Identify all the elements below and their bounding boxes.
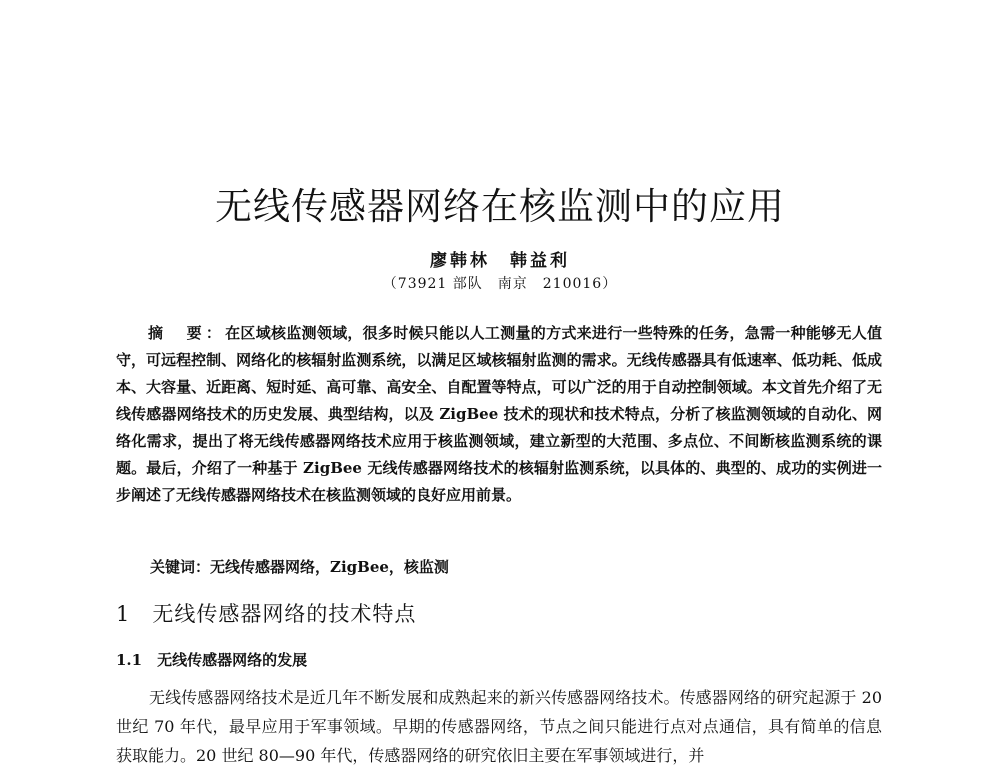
keywords-line xyxy=(150,556,449,577)
abstract-paragraph xyxy=(116,320,882,509)
abstract-text: 在区域核监测领域，很多时候只能以人工测量的方式来进行一些特殊的任务，急需一种能够无人值守，可远程控制、网络化的核辐射监测系统，以满足区域核辐射监测的需求。无线传感器具有低速率、低功耗、低成本、大容量、近距离、短时延、高可靠、高安全、自配置等特点，可以广泛的用于自动控制领域。本文首先介绍了无线传感器网络技术的历史发展、典型结构，以及 ZigBee 技术的现状和技术特点，分析了核监测领域的自动化、网络化需求，提出了将无线传感器网络技术应用于核监测领域，建立新型的大范围、多点位、不间断核监测系统的课题。最后，介绍了一种基于 ZigBee 无线传感器网络技术的核辐射监测系统，以具体的、典型的、成功的实例进一步阐述了无线传感器网络技术在核监测领域的良好应用前景。 xyxy=(116,324,882,504)
paper-title: 无线传感器网络在核监测中的应用 xyxy=(215,185,785,228)
keywords-label: 关键词： xyxy=(150,558,211,576)
section-heading: 1 无线传感器网络的技术特点 xyxy=(116,602,417,626)
body-paragraph: 无线传感器网络技术是近几年不断发展和成熟起来的新兴传感器网络技术。传感器网络的研究起源于 20 世纪 70 年代，最早应用于军事领域。早期的传感器网络，节点之间只能进行点对点通信，具有简单的信息获取能力。20 世纪 80—90 年代，传感器网络的研究依旧主要在军事领域进行，并 xyxy=(116,688,882,765)
subsection-heading: 1.1 无线传感器网络的发展 xyxy=(116,651,308,669)
author-names: 廖韩林 韩益利 xyxy=(430,251,570,271)
abstract-label: 摘 要： xyxy=(148,324,226,342)
author-affiliation: （73921 部队 南京 210016） xyxy=(382,276,618,292)
keywords-text: 无线传感器网络，ZigBee，核监测 xyxy=(210,558,449,576)
